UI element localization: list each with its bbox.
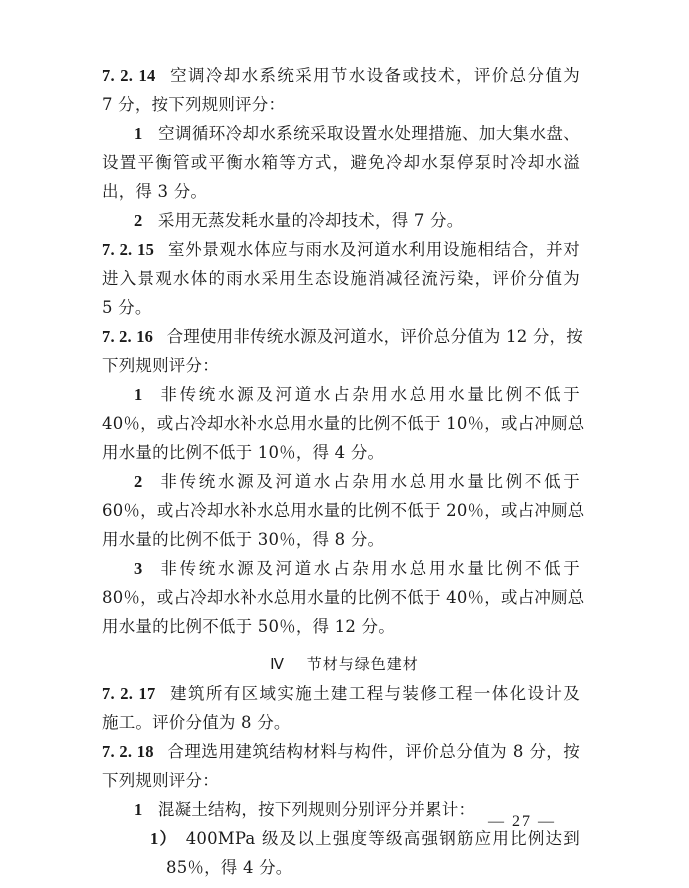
clause-7-2-14-item-2: 2 采用无蒸发耗水量的冷却技术，得 7 分。: [134, 211, 464, 230]
clause-7-2-16-item-3-line-2: 80％，或占冷却水补水总用水量的比例不低于 40％，或占冲厕总: [102, 588, 585, 607]
clause-7-2-18-item-1: 1 混凝土结构，按下列规则分别评分并累计：: [134, 800, 476, 819]
clause-7-2-15-line-3: 5 分。: [102, 298, 152, 317]
clause-7-2-16-item-3-line-3: 用水量的比例不低于 50％，得 12 分。: [102, 617, 395, 636]
clause-number: 7. 2. 16: [102, 327, 154, 346]
clause-number: 7. 2. 15: [102, 240, 155, 259]
clause-7-2-16-item-1-line-2: 40％，或占冷却水补水总用水量的比例不低于 10％，或占冲厕总: [102, 414, 585, 433]
clause-7-2-14-item-1-line-2: 设置平衡管或平衡水箱等方式，避免冷却水泵停泵时冷却水溢: [102, 153, 580, 172]
clause-7-2-18-sub-1-line-2: 85％，得 4 分。: [166, 858, 293, 877]
section-heading: [0, 654, 689, 675]
clause-7-2-16-item-1-line-3: 用水量的比例不低于 10％，得 4 分。: [102, 443, 385, 462]
clause-7-2-18-sub-1-line-1: 1） 400MPa 级及以上强度等级高强钢筋应用比例达到: [150, 829, 580, 848]
clause-7-2-16-item-1-line-1: 1 非传统水源及河道水占杂用水总用水量比例不低于: [134, 385, 580, 404]
clause-7-2-18-line-1: 7. 2. 18 合理选用建筑结构材料与构件，评价总分值为 8 分，按: [102, 742, 580, 761]
clause-7-2-18-line-2: 下列规则评分：: [102, 771, 219, 790]
clause-number: 7. 2. 17: [102, 684, 156, 703]
page-number: — 27 —: [488, 813, 556, 830]
clause-7-2-16-line-2: 下列规则评分：: [102, 356, 219, 375]
clause-number: 7. 2. 18: [102, 742, 154, 761]
clause-7-2-17-line-2: 施工。评价分值为 8 分。: [102, 713, 291, 732]
clause-7-2-17-line-1: 7. 2. 17 建筑所有区域实施土建工程与装修工程一体化设计及: [102, 684, 580, 703]
clause-7-2-16-item-2-line-1: 2 非传统水源及河道水占杂用水总用水量比例不低于: [134, 472, 580, 491]
clause-7-2-14-line-2: 7 分，按下列规则评分：: [102, 95, 286, 114]
clause-7-2-15-line-1: 7. 2. 15 室外景观水体应与雨水及河道水利用设施相结合，并对: [102, 240, 580, 259]
section-roman-numeral: Ⅳ: [270, 657, 286, 673]
section-title: 节材与绿色建材: [306, 655, 419, 673]
clause-7-2-16-line-1: 7. 2. 16 合理使用非传统水源及河道水，评价总分值为 12 分，按: [102, 327, 583, 346]
clause-7-2-15-line-2: 进入景观水体的雨水采用生态设施消减径流污染，评价分值为: [102, 269, 580, 288]
clause-7-2-16-item-3-line-1: 3 非传统水源及河道水占杂用水总用水量比例不低于: [134, 559, 580, 578]
clause-7-2-14-item-1-line-3: 出，得 3 分。: [102, 182, 208, 201]
clause-7-2-16-item-2-line-3: 用水量的比例不低于 30％，得 8 分。: [102, 530, 385, 549]
clause-number: 7. 2. 14: [102, 66, 156, 85]
clause-7-2-16-item-2-line-2: 60％，或占冷却水补水总用水量的比例不低于 20％，或占冲厕总: [102, 501, 585, 520]
clause-7-2-14-line-1: 7. 2. 14 空调冷却水系统采用节水设备或技术，评价总分值为: [102, 66, 580, 85]
clause-7-2-14-item-1-line-1: 1 空调循环冷却水系统采取设置水处理措施、加大集水盘、: [134, 124, 581, 143]
